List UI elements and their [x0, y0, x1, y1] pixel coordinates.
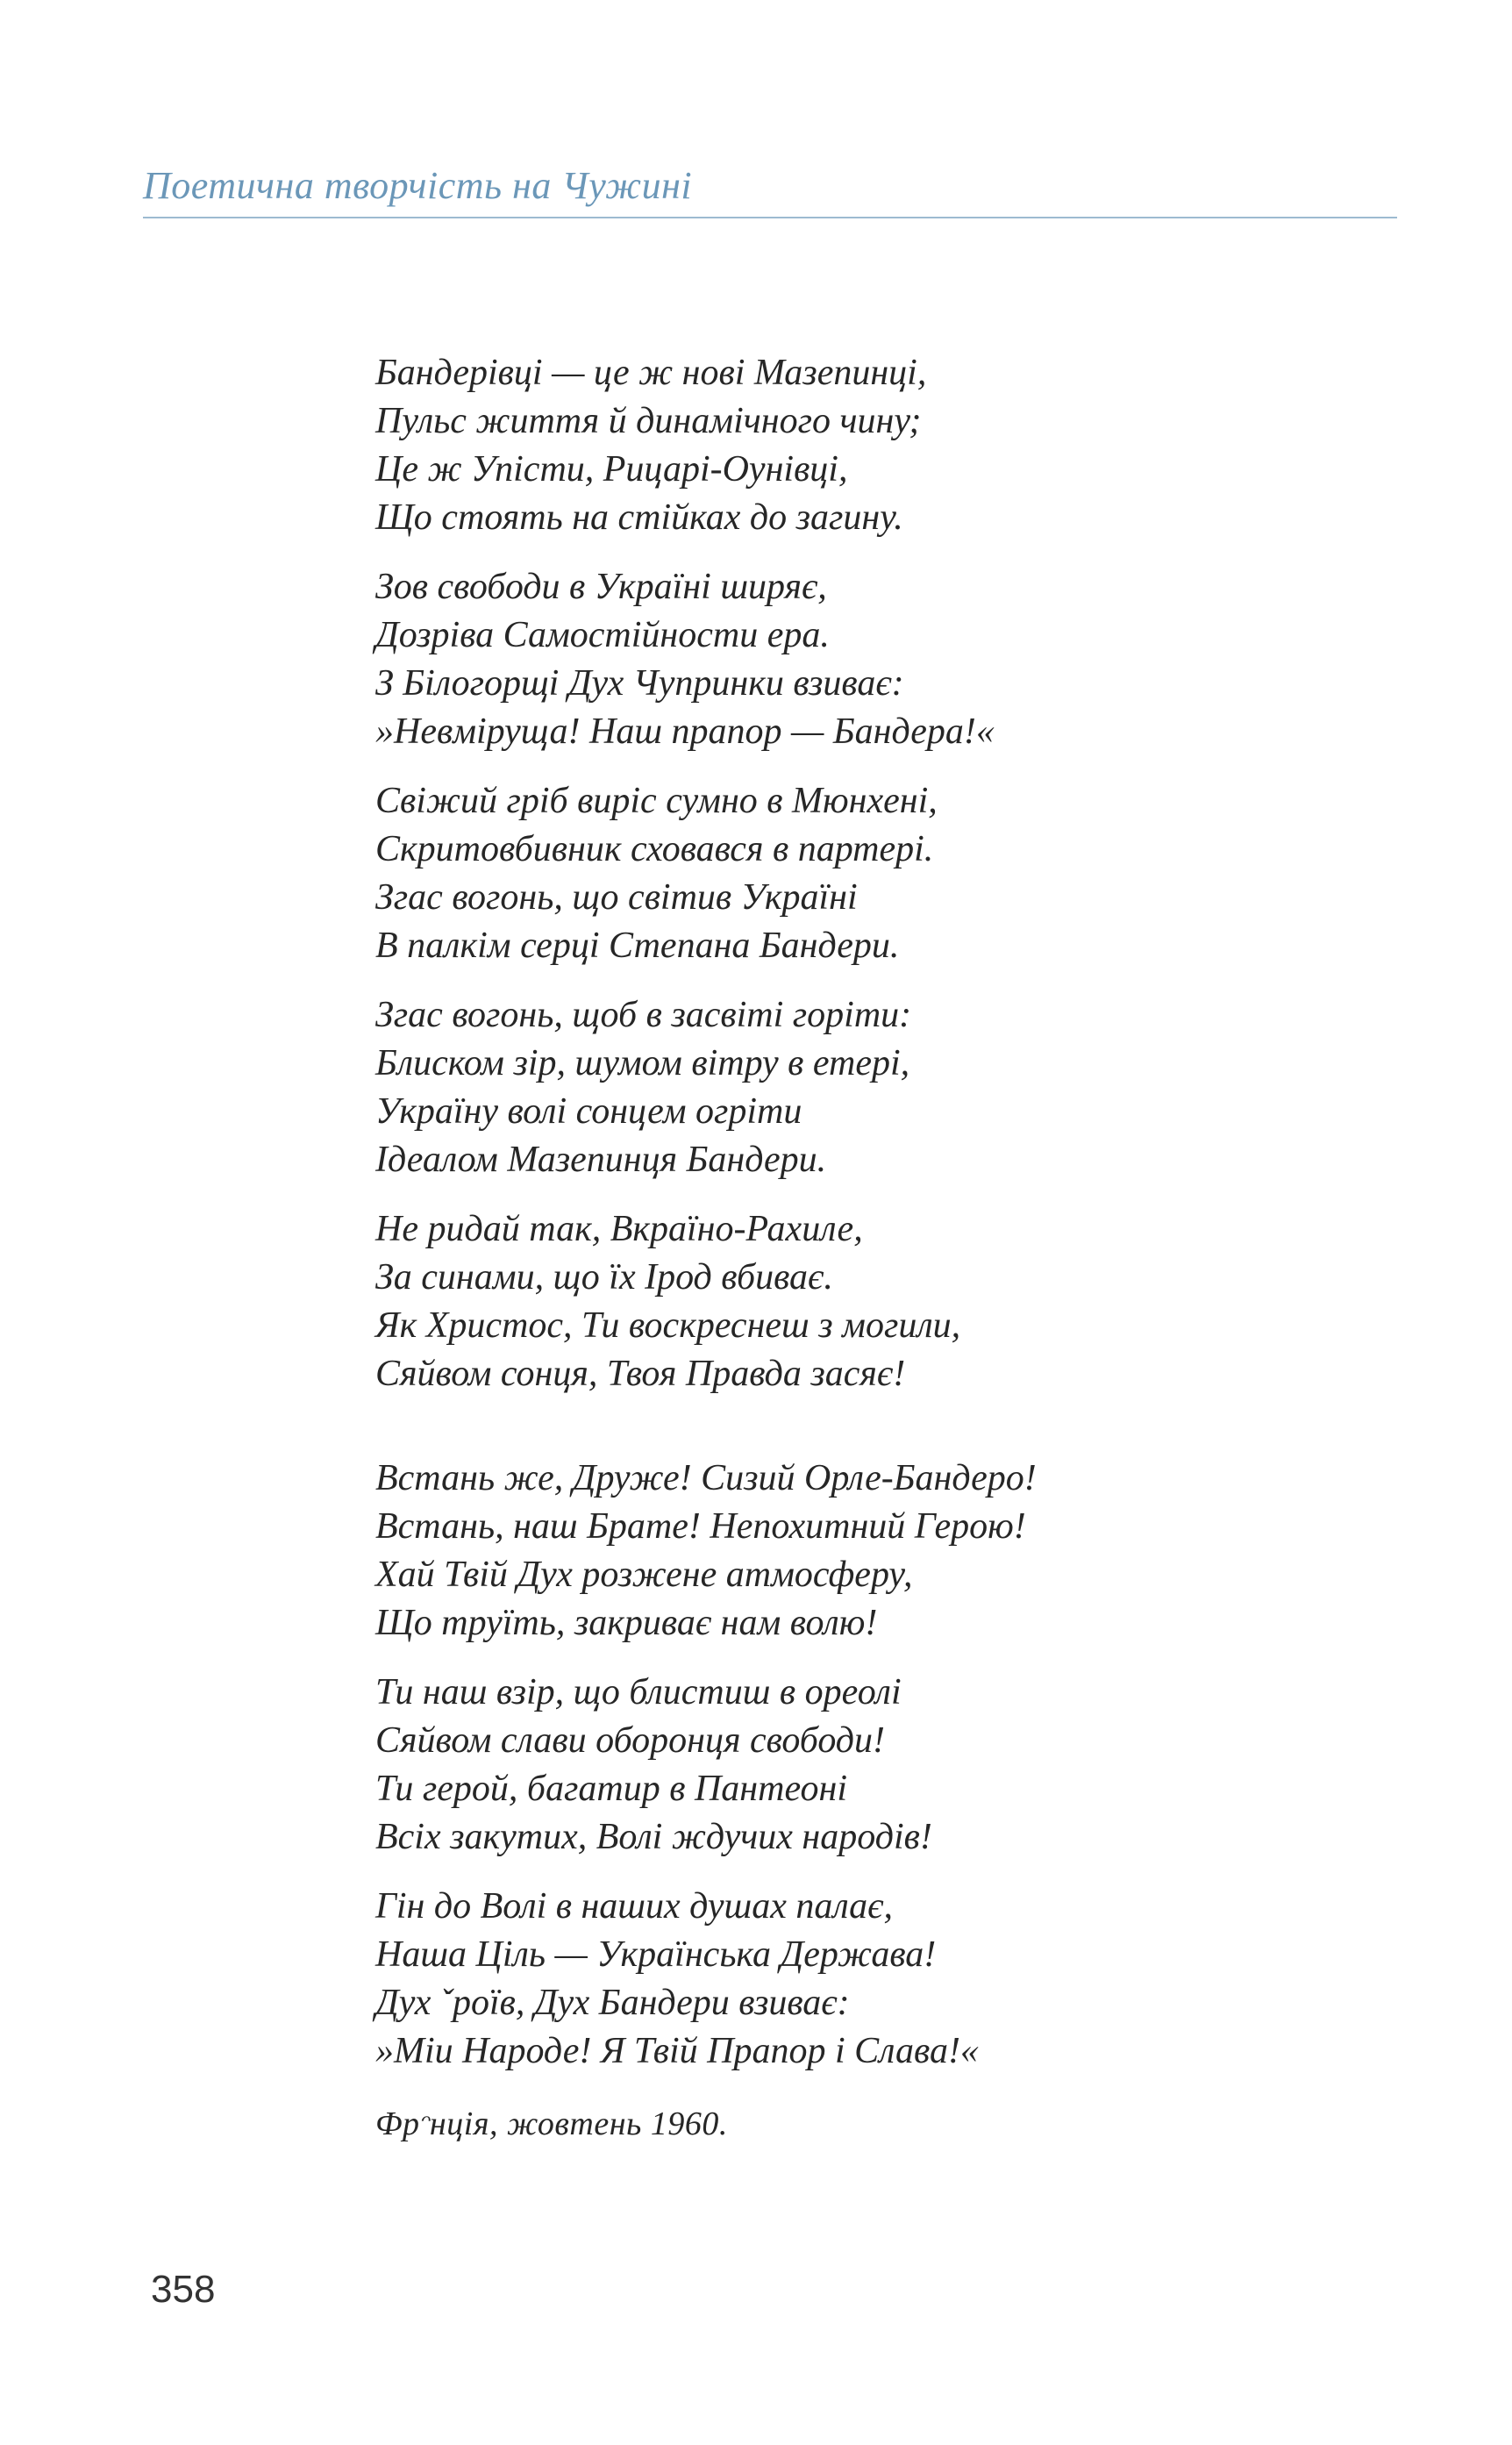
stanza: [375, 991, 1252, 1184]
verse-line: Всіх закутих, Волі ждучих народів!: [375, 1817, 932, 1857]
verse-line: Встань же, Друже! Сизий Орле-Бандеро!: [375, 1458, 1037, 1498]
place-date-signature: Фрᵔнція, жовтень 1960.: [375, 2105, 728, 2142]
verse-line: В палкім серці Степана Бандери.: [375, 926, 900, 966]
verse-line: Що стоять на стійках до загину.: [375, 497, 903, 538]
page-number: 358: [151, 2268, 216, 2311]
verse-line: За синами, що їх Ірод вбиває.: [375, 1257, 833, 1298]
verse-line: Сяйвом сонця, Твоя Правда засяє!: [375, 1354, 906, 1394]
verse-line: Згас вогонь, що світив Україні: [375, 877, 858, 918]
verse-line: Свіжий гріб виріс сумно в Мюнхені,: [375, 781, 938, 821]
verse-line: Блиском зір, шумом вітру в етері,: [375, 1043, 910, 1083]
verse-line: Ідеалом Мазепинця Бандери.: [375, 1140, 827, 1180]
verse-line: Що труїть, закриває нам волю!: [375, 1603, 878, 1643]
stanza: [375, 777, 1252, 970]
verse-line: Згас вогонь, щоб в засвіті горіти:: [375, 995, 912, 1035]
verse-line: Наша Ціль — Українська Держава!: [375, 1934, 937, 1975]
verse-line: Скритовбивник сховався в партері.: [375, 829, 934, 869]
verse-line: Дозріва Самостійности ера.: [375, 615, 830, 655]
verse-line: Гін до Волі в наших душах палає,: [375, 1886, 893, 1927]
verse-line: Пульс життя й динамічного чину;: [375, 401, 922, 441]
verse-line: Не ридай так, Вкраїно-Рахиле,: [375, 1209, 863, 1249]
verse-line: Хай Твій Дух розжене атмосферу,: [375, 1555, 913, 1595]
poem: [375, 349, 1252, 2148]
verse-line: Сяйвом слави оборонця свободи!: [375, 1720, 886, 1761]
verse-line: Ти наш взір, що блистиш в ореолі: [375, 1672, 902, 1712]
header-rule: [143, 217, 1397, 218]
verse-line: Дух ˇроїв, Дух Бандери взиває:: [375, 1983, 850, 2023]
verse-line: Україну волі сонцем огріти: [375, 1091, 802, 1132]
verse-line: Зов свободи в Україні ширяє,: [375, 567, 827, 607]
verse-line: Ти герой, багатир в Пантеоні: [375, 1769, 848, 1809]
verse-line: З Білогорщі Дух Чупринки взиває:: [375, 663, 904, 704]
verse-line: Це ж Упісти, Рицарі-Оунівці,: [375, 449, 848, 490]
stanza: [375, 1205, 1252, 1398]
verse-line: »Мiи Народе! Я Твій Прапор і Слава!«: [375, 2031, 979, 2071]
stanza: [375, 349, 1252, 542]
stanza: [375, 563, 1252, 756]
stanza: [375, 1455, 1252, 1648]
verse-line: »Невміруща! Наш прапор — Бандера!«: [375, 711, 995, 752]
running-head: Поетична творчість на Чужині: [143, 164, 693, 207]
verse-line: Як Христос, Ти воскреснеш з могили,: [375, 1305, 961, 1346]
stanza: [375, 1669, 1252, 1862]
verse-line: Встань, наш Брате! Непохитний Герою!: [375, 1506, 1026, 1547]
stanza: [375, 1883, 1252, 2076]
verse-line: Бандерівці — це ж нові Мазепинці,: [375, 353, 927, 393]
